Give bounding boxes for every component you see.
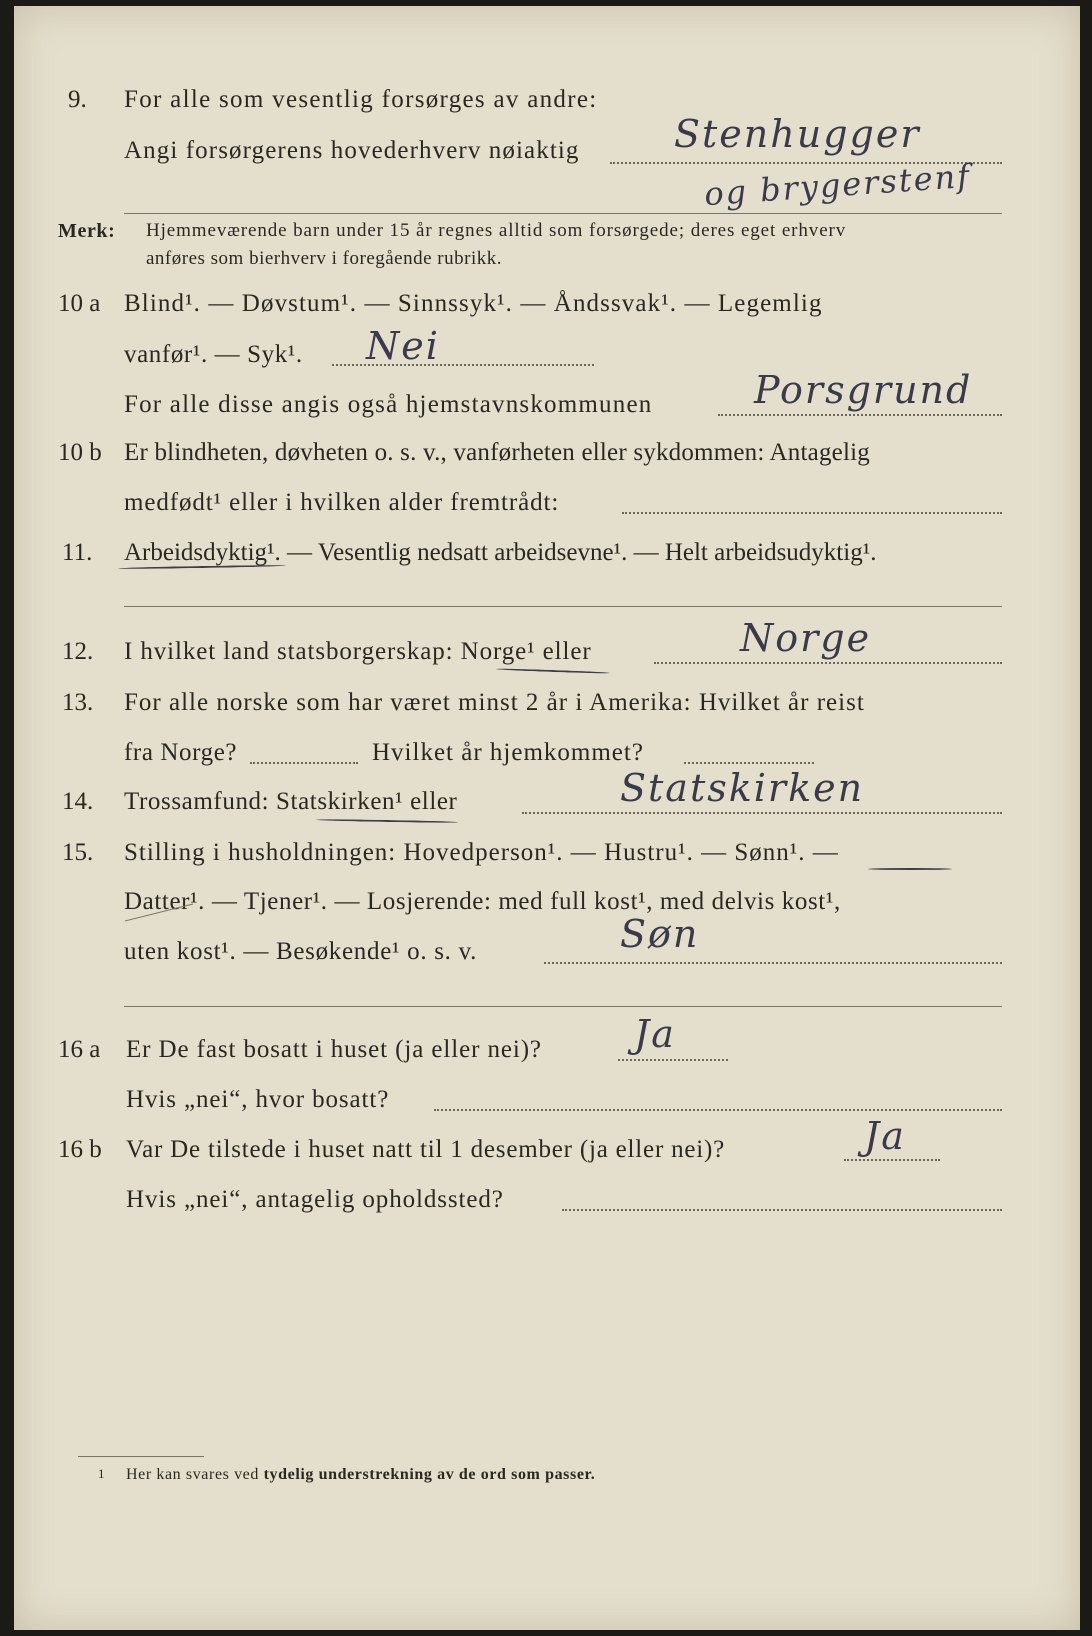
merk-line1: Hjemmeværende barn under 15 år regnes alltid som forsørgede; deres eget erhverv [146,220,847,241]
q14-underline-statskirken [316,819,458,823]
q16b-opholdssted-answer-line [562,1209,1002,1211]
q13-hjemkommet-answer-line [684,762,814,764]
q12-number: 12. [62,638,94,665]
q10a-line2: vanfør¹. — Syk¹. [124,341,303,368]
q9-handwritten-answer-2: og brygerstenf [703,156,973,214]
q12-handwritten-answer: Norge [740,616,872,660]
q9-number: 9. [68,86,87,113]
q12-answer-line [654,662,1002,664]
q11-line1: Arbeidsdyktig¹. — Vesentlig nedsatt arbeidsevne¹. — Helt arbeidsudyktig¹. [124,539,877,566]
footnote-text [126,1466,595,1484]
q10b-line1: Er blindheten, døvheten o. s. v., vanførheten eller sykdommen: Antagelig [124,439,870,466]
q12-underline-norge [496,668,610,674]
q14-number: 14. [62,788,94,815]
footnote-rule [78,1456,204,1457]
q12-line1: I hvilket land statsborgerskap: Norge¹ eller [124,638,592,665]
q9-answer-line-2 [124,213,1002,214]
q9-line2: Angi forsørgerens hovederhverv nøiaktig [124,137,580,164]
q15-number: 15. [62,839,94,866]
q10b-answer-line [622,512,1002,514]
q10b-line2: medfødt¹ eller i hvilken alder fremtrådt: [124,489,560,516]
q15-line1: Stilling i husholdningen: Hovedperson¹. — Hustru¹. — Sønn¹. — [124,839,839,866]
q16a-line1: Er De fast bosatt i huset (ja eller nei)? [126,1036,542,1063]
footnote-text-b: tydelig understrekning av de ord som passer. [263,1466,596,1483]
q16a-line2: Hvis „nei“, hvor bosatt? [126,1086,390,1113]
q15-handwritten-answer: Søn [620,912,700,956]
q9-handwritten-answer-1: Stenhugger [674,112,921,156]
q16b-handwritten-answer: Ja [864,1114,906,1158]
q15-line2: Datter¹. — Tjener¹. — Losjerende: med full kost¹, med delvis kost¹, [124,888,841,915]
q16b-number: 16 b [58,1136,102,1163]
q16b-line1: Var De tilstede i huset natt til 1 desember (ja eller nei)? [126,1136,726,1163]
q10a-line3: For alle disse angis også hjemstavnskommunen [124,391,653,418]
q13-line2a: fra Norge? [124,739,238,766]
q16a-answer-line [618,1059,728,1061]
q10a-number: 10 a [58,290,101,317]
footnote-text-a: Her kan svares ved [126,1466,259,1483]
q10a-syk-handwritten-answer: Nei [366,324,440,368]
q15-underline-sonn [868,868,952,870]
q10a-kommune-answer-line [718,414,1002,416]
q10a-line1: Blind¹. — Døvstum¹. — Sinnssyk¹. — Åndssvak¹. — Legemlig [124,290,823,317]
q15-line3: uten kost¹. — Besøkende¹ o. s. v. [124,938,478,965]
merk-label: Merk: [58,220,116,242]
q15-answer-line [544,962,1002,964]
merk-line2: anføres som bierhverv i foregående rubrikk. [146,248,502,269]
q9-line1: For alle som vesentlig forsørges av andre: [124,86,598,113]
q15-answer-line-2 [124,1006,1002,1007]
q13-line1: For alle norske som har været minst 2 år i Amerika: Hvilket år reist [124,689,865,716]
q13-line2b: Hvilket år hjemkommet? [372,739,644,766]
q13-reist-answer-line [250,762,358,764]
q14-line1: Trossamfund: Statskirken¹ eller [124,788,458,815]
q13-number: 13. [62,689,94,716]
q11-answer-line [124,606,1002,607]
q16a-bosatt-answer-line [434,1109,1002,1111]
q11-number: 11. [62,539,93,566]
q16a-number: 16 a [58,1036,101,1063]
footnote-mark: 1 [98,1466,106,1481]
q10b-number: 10 b [58,439,102,466]
q14-handwritten-answer: Statskirken [620,766,865,810]
q16a-handwritten-answer: Ja [634,1012,676,1056]
q10a-kommune-handwritten-answer: Porsgrund [754,368,973,412]
q14-answer-line [522,812,1002,814]
q16b-line2: Hvis „nei“, antagelig opholdssted? [126,1186,504,1213]
q16b-answer-line [844,1159,940,1161]
census-form-page [14,6,1080,1630]
